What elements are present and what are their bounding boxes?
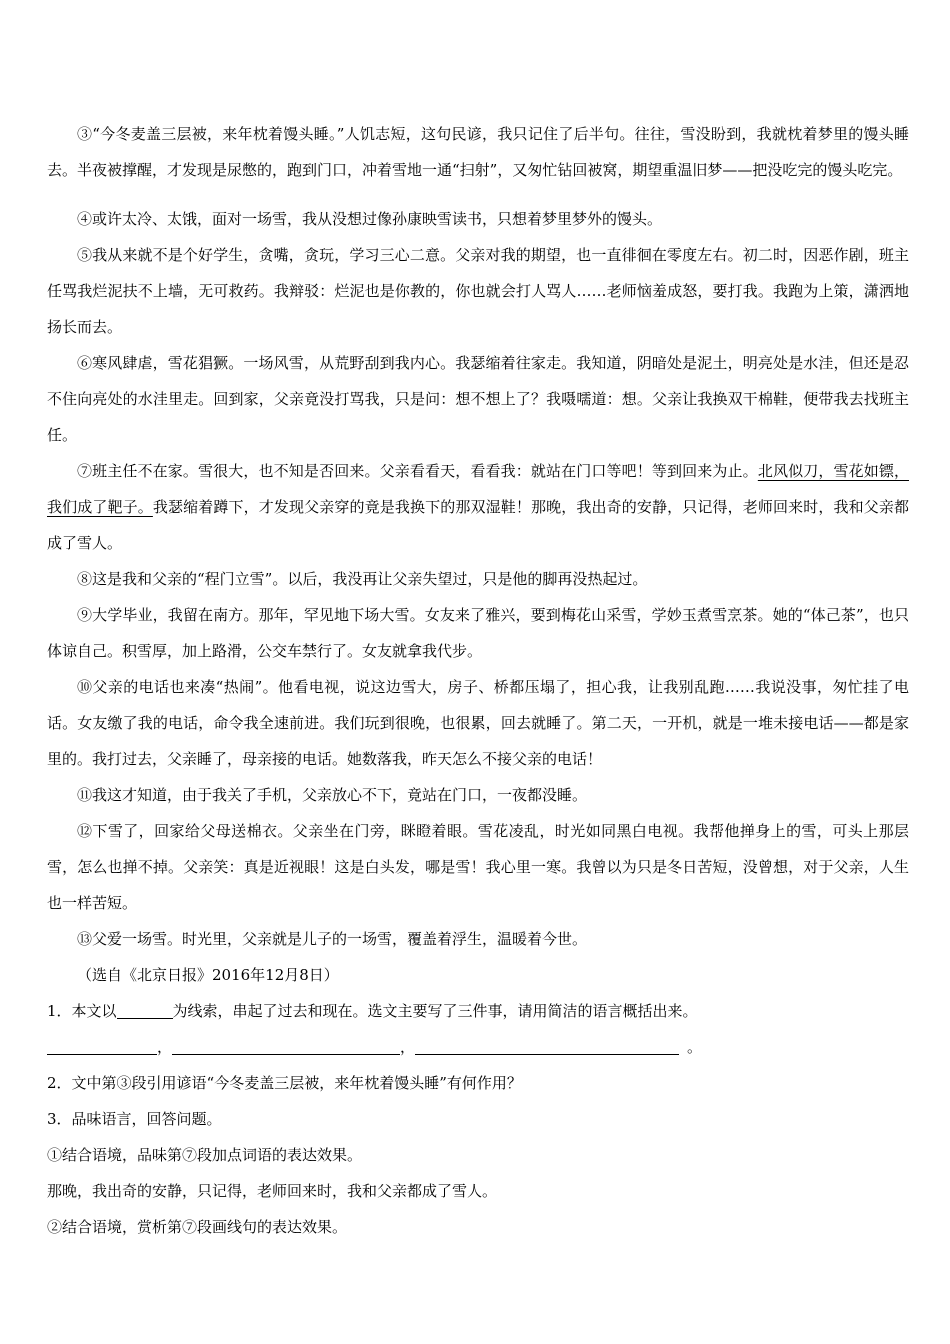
question-1-answer-line (47, 1029, 909, 1065)
answer-blank-event-3[interactable] (415, 1036, 679, 1055)
question-1 (47, 993, 909, 1029)
answer-blank-event-1[interactable] (47, 1036, 157, 1055)
paragraph-8: ⑧这是我和父亲的“程门立雪”。以后，我没再让父亲失望过，只是他的脚再没热起过。 (77, 570, 648, 588)
paragraph-7 (47, 453, 909, 561)
paragraph-3: ③“今冬麦盖三层被，来年枕着馒头睡。”人饥志短，这句民谚，我只记住了后半句。往往，雪没盼到，我就枕着梦里的馒头睡去。半夜被撑醒，才发现是尿憋的，跑到门口，冲着雪地一通“扫射”，又匆忙钻回被窝，期望重温旧梦——把没吃完的馒头吃完。 (47, 125, 909, 179)
answer-blank-event-2[interactable] (172, 1036, 400, 1055)
paragraph-7-text-a: ⑦班主任不在家。雪很大，也不知是否回来。父亲看看天，看看我：就站在门口等吧！等到回来为止。 (77, 462, 758, 480)
article-source: （选自《北京日报》2016年12月8日） (77, 966, 339, 984)
question-3-part-1-quote: 那晚，我出奇的安静，只记得，老师回来时，我和父亲都成了雪人。 (47, 1182, 498, 1200)
paragraph-6: ⑥寒风肆虐，雪花猖獗。一场风雪，从荒野刮到我内心。我瑟缩着往家走。我知道，阴暗处是泥土，明亮处是水洼，但还是忍不住向亮处的水洼里走。回到家，父亲竟没打骂我，只是问：想不想上了？我嗫嚅道：想。父亲让我换双干棉鞋，便带我去找班主任。 (47, 354, 909, 444)
underlined-sentence: 北风似刀，雪花如镖，我们成了靶子。 (47, 462, 909, 516)
question-2: 2．文中第③段引用谚语“今冬麦盖三层被，来年枕着馒头睡”有何作用？ (47, 1074, 522, 1092)
paragraph-9: ⑨大学毕业，我留在南方。那年，罕见地下场大雪。女友来了雅兴，要到梅花山采雪，学妙玉煮雪烹茶。她的“体己茶”，也只体谅自己。积雪厚，加上路滑，公交车禁行了。女友就拿我代步。 (47, 606, 909, 660)
question-3: 3．品味语言，回答问题。 (47, 1110, 222, 1128)
paragraph-13: ⑬父爱一场雪。时光里，父亲就是儿子的一场雪，覆盖着浮生，温暖着今世。 (77, 930, 588, 948)
question-1-prefix: 1．本文以 (47, 1002, 117, 1020)
question-3-part-2: ②结合语境，赏析第⑦段画线句的表达效果。 (47, 1218, 348, 1236)
answer-separator-1: ， (157, 1038, 173, 1056)
question-3-part-1: ①结合语境，品味第⑦段加点词语的表达效果。 (47, 1146, 363, 1164)
paragraph-7-text-b: 我瑟缩着蹲下，才发现父亲穿的竟是我换下的那双湿鞋！那晚，我出奇的安静，只记得，老师回来时，我和父亲都成了雪人。 (47, 498, 909, 552)
answer-separator-2: ， (400, 1038, 416, 1056)
paragraph-12: ⑫下雪了，回家给父母送棉衣。父亲坐在门旁，眯瞪着眼。雪花凌乱，时光如同黑白电视。我帮他掸身上的雪，可头上那层雪，怎么也掸不掉。父亲笑：真是近视眼！这是白头发，哪是雪！我心里一寒。我曾以为只是冬日苦短，没曾想，对于父亲，人生也一样苦短。 (47, 822, 909, 912)
paragraph-4: ④或许太冷、太饿，面对一场雪，我从没想过像孙康映雪读书，只想着梦里梦外的馒头。 (77, 210, 663, 228)
paragraph-11: ⑪我这才知道，由于我关了手机，父亲放心不下，竟站在门口，一夜都没睡。 (77, 786, 588, 804)
answer-blank-clue[interactable] (117, 1000, 173, 1019)
paragraph-5: ⑤我从来就不是个好学生，贪嘴，贪玩，学习三心二意。父亲对我的期望，也一直徘徊在零度左右。初二时，因恶作剧，班主任骂我烂泥扶不上墙，无可救药。我辩驳：烂泥也是你教的，你也就会打人骂人……老师恼羞成怒，要打我。我跑为上策，潇洒地扬长而去。 (47, 246, 909, 336)
paragraph-10: ⑩父亲的电话也来凑“热闹”。他看电视，说这边雪大，房子、桥都压塌了，担心我，让我别乱跑……我说没事，匆忙挂了电话。女友缴了我的电话，命令我全速前进。我们玩到很晚，也很累，回去就睡了。第二天，一开机，就是一堆未接电话——都是家里的。我打过去，父亲睡了，母亲接的电话。她数落我，昨天怎么不接父亲的电话！ (47, 678, 909, 768)
question-1-suffix: 为线索，串起了过去和现在。选文主要写了三件事，请用简洁的语言概括出来。 (172, 1002, 698, 1020)
answer-end-mark: 。 (687, 1038, 703, 1056)
